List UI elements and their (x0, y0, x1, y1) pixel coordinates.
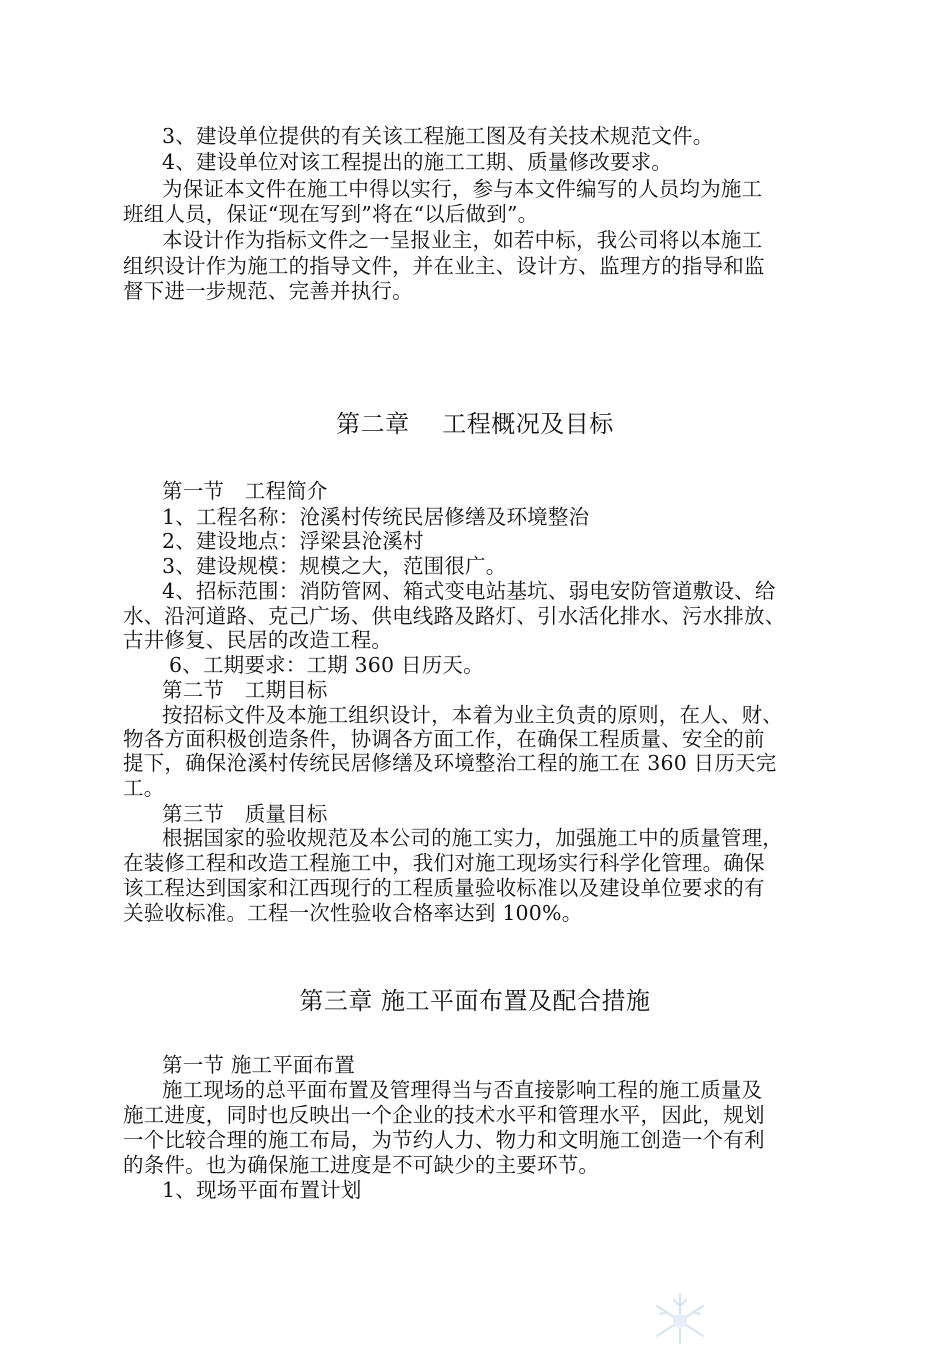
chapter-2-section-2-title: 第二节 工期目标 (162, 678, 328, 702)
chapter-2-section-3-title: 第三节 质量目标 (162, 802, 328, 826)
bid-scope-line-2: 水、沿河道路、克己广场、供电线路及路灯、引水活化排水、污水排放、 (123, 604, 786, 628)
schedule-goal-line-1: 按招标文件及本施工组织设计，本着为业主负责的原则，在人、财、 (162, 703, 783, 727)
schedule-requirement-line: 6、工期要求：工期 360 日历天。 (169, 653, 484, 677)
project-name-line: 1、工程名称：沧溪村传统民居修缮及环境整治 (162, 505, 590, 529)
chapter-3-section-1-title: 第一节 施工平面布置 (162, 1053, 356, 1077)
intro-line-6: 组织设计作为施工的指导文件，并在业主、设计方、监理方的指导和监 (123, 254, 765, 278)
site-layout-plan-line: 1、现场平面布置计划 (162, 1178, 362, 1202)
chapter-2-section-1-title: 第一节 工程简介 (162, 479, 328, 503)
schedule-goal-line-3: 提下，确保沧溪村传统民居修缮及环境整治工程的施工在 360 日历天完 (123, 751, 777, 775)
intro-line-1: 3、建设单位提供的有关该工程施工图及有关技术规范文件。 (162, 124, 714, 148)
schedule-goal-line-4: 工。 (123, 776, 165, 800)
chapter-3-title: 第三章 施工平面布置及配合措施 (299, 987, 651, 1015)
layout-paragraph-line-4: 的条件。也为确保施工进度是不可缺少的主要环节。 (123, 1153, 600, 1177)
layout-paragraph-line-1: 施工现场的总平面布置及管理得当与否直接影响工程的施工质量及 (162, 1078, 763, 1102)
chapter-2-title: 第二章 工程概况及目标 (336, 410, 614, 438)
layout-paragraph-line-3: 一个比较合理的施工布局，为节约人力、物力和文明施工创造一个有利 (123, 1128, 765, 1152)
intro-line-4: 班组人员，保证“现在写到”将在“以后做到”。 (123, 202, 539, 226)
snowflake-watermark-icon (645, 1288, 715, 1344)
intro-line-2: 4、建设单位对该工程提出的施工工期、质量修改要求。 (162, 150, 673, 174)
schedule-goal-line-2: 物各方面积极创造条件，协调各方面工作，在确保工程质量、安全的前 (123, 727, 765, 751)
quality-goal-line-2: 在装修工程和改造工程施工中，我们对施工现场实行科学化管理。确保 (123, 851, 765, 875)
quality-goal-line-1: 根据国家的验收规范及本公司的施工实力，加强施工中的质量管理， (162, 826, 783, 850)
quality-goal-line-4: 关验收标准。工程一次性验收合格率达到 100%。 (123, 901, 583, 925)
intro-line-3: 为保证本文件在施工中得以实行，参与本文件编写的人员均为施工 (162, 177, 763, 201)
layout-paragraph-line-2: 施工进度，同时也反映出一个企业的技术水平和管理水平，因此，规划 (123, 1103, 765, 1127)
quality-goal-line-3: 该工程达到国家和江西现行的工程质量验收标准以及建设单位要求的有 (123, 876, 765, 900)
project-scale-line: 3、建设规模：规模之大，范围很广。 (162, 554, 507, 578)
project-location-line: 2、建设地点：浮梁县沧溪村 (162, 529, 424, 553)
bid-scope-line-3: 古井修复、民居的改造工程。 (123, 628, 393, 652)
bid-scope-line-1: 4、招标范围：消防管网、箱式变电站基坑、弱电安防管道敷设、给 (162, 579, 776, 603)
intro-line-5: 本设计作为指标文件之一呈报业主，如若中标，我公司将以本施工 (162, 228, 763, 252)
intro-line-7: 督下进一步规范、完善并执行。 (123, 279, 413, 303)
